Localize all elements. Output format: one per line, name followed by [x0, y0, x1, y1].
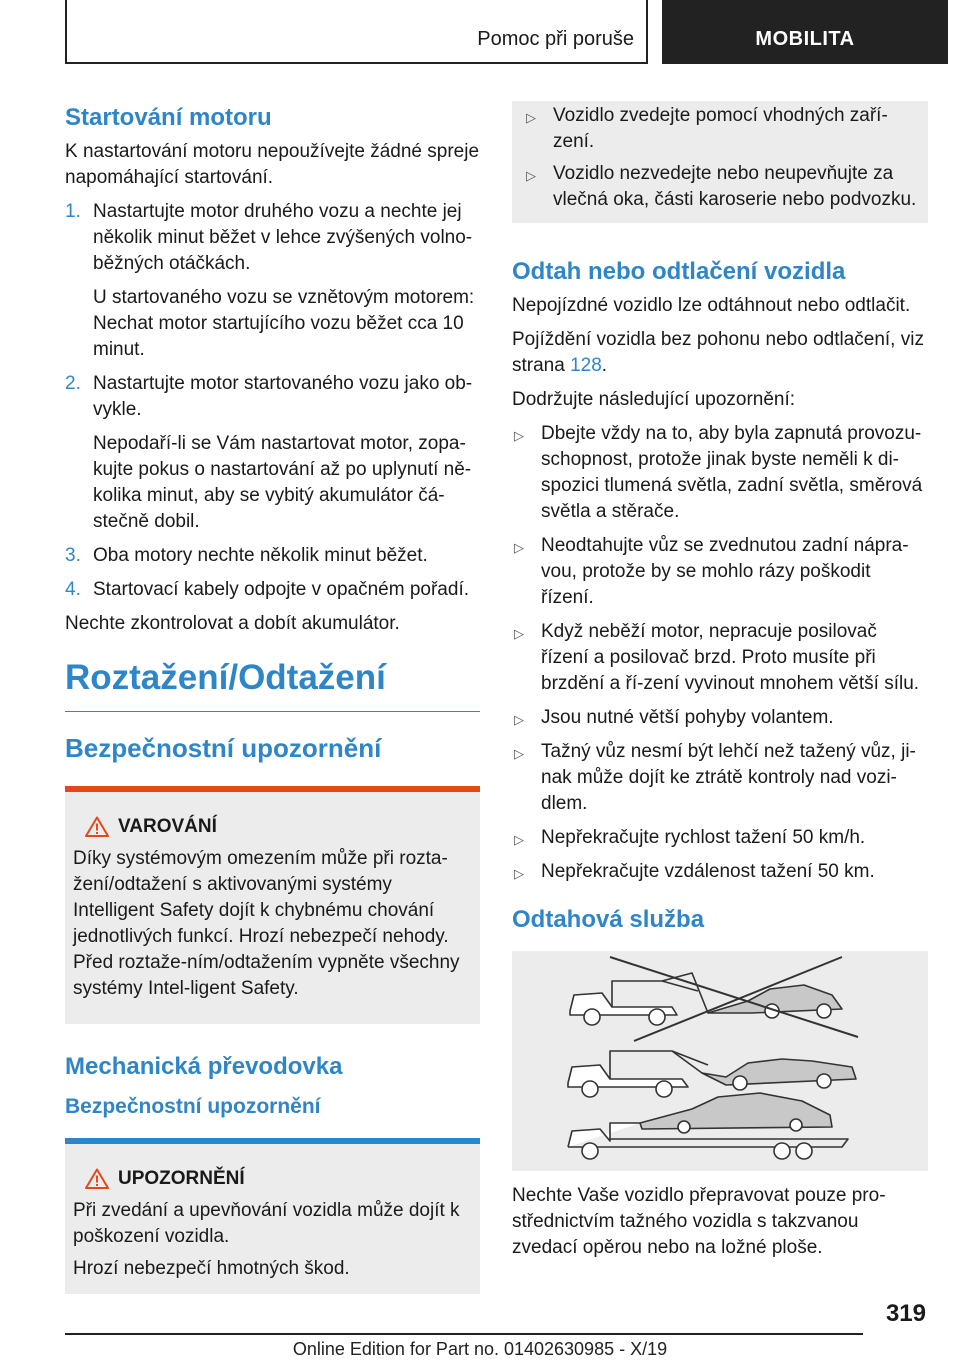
starting-intro: K nastartování motoru nepoužívejte žádné spreje napomáhající startování. — [65, 141, 480, 188]
bullet-item: ▷ Vozidlo nezvedejte nebo neupevňujte za vlečná oka, části karoserie nebo podvozku. — [526, 163, 917, 210]
header-section-title: Pomoc při poruše — [477, 28, 634, 50]
starting-outro: Nechte zkontrolovat a dobít akumulátor. — [65, 613, 400, 634]
caution-box — [65, 1138, 480, 1294]
warning-box — [65, 786, 480, 1024]
step-number: 1. — [65, 201, 81, 222]
tow-paragraph-1: Nepojízdné vozidlo lze odtáhnout nebo odtlačit. — [512, 295, 911, 316]
tow-service-text: Nechte Vaše vozidlo přepravovat pouze pro-střednictvím tažného vozidla s takzvanou zvedací opěrou nebo na ložné ploše. — [512, 1185, 886, 1258]
left-column — [65, 101, 480, 1320]
warning-title-text: VAROVÁNÍ — [118, 816, 217, 837]
bullet-triangle-icon: ▷ — [514, 746, 524, 761]
bullet-item: ▷ Nepřekračujte rychlost tažení 50 km/h. — [512, 825, 928, 851]
heading-tow-off: Odtah nebo odtlačení vozidla — [512, 258, 846, 285]
page-number: 319 — [885, 1300, 926, 1327]
bullet-item: ▷ Dbejte vždy na to, aby byla zapnutá provozu-schopnost, protože jinak byste neměli k di-spozici tlumená světla, zadní světla, směrová světla a stěrače. — [514, 423, 923, 522]
bullet-item: ▷ Vozidlo zvedejte pomocí vhodných zaří-zení. — [526, 105, 888, 152]
bullet-item: ▷ Nepřekračujte vzdálenost tažení 50 km. — [512, 859, 928, 885]
page-header — [65, 0, 948, 64]
step-number: 3. — [65, 545, 81, 566]
step-text: Nastartujte motor druhého vozu a nechte jej několik minut běžet v lehce zvýšených volno-běžných otáčkách. — [93, 201, 473, 274]
step-number: 4. — [65, 579, 81, 600]
step-text: Nastartujte motor startovaného vozu jako ob-vykle. — [93, 373, 473, 420]
heading-tow-service: Odtahová služba — [512, 906, 705, 933]
step-subtext: U startovaného vozu se vznětovým motorem: Nechat motor startujícího vozu běžet cca 10 minut. — [93, 287, 475, 360]
bullet-triangle-icon: ▷ — [514, 626, 524, 641]
warning-title — [73, 814, 472, 840]
step-item — [65, 199, 480, 363]
step-number: 2. — [65, 373, 81, 394]
step-item — [65, 577, 480, 603]
page-reference-link[interactable]: 128 — [570, 355, 602, 376]
bullet-triangle-icon: ▷ — [526, 168, 536, 183]
bullet-item: ▷ Když neběží motor, nepracuje posilovač řízení a posilovač brzd. Proto musíte při brzdění a ří-zení vyvinout mnohem větší sílu. — [514, 621, 920, 694]
bullet-item: ▷ Neodtahujte vůz se zvednutou zadní nápra-vou, protože by se mohlo rázy poškodit řízení. — [514, 535, 909, 608]
heading-manual-gearbox: Mechanická převodovka — [65, 1053, 343, 1080]
step-item — [65, 371, 480, 535]
lift-bullet-box — [512, 101, 928, 223]
bullet-triangle-icon: ▷ — [514, 712, 524, 727]
bullet-triangle-icon: ▷ — [514, 540, 524, 555]
footer-rule — [65, 1333, 863, 1335]
caution-text-2: Hrozí nebezpečí hmotných škod. — [73, 1258, 350, 1279]
bullet-triangle-icon: ▷ — [514, 428, 524, 443]
heading-towing: Roztažení/Odtažení — [65, 655, 480, 712]
bullet-triangle-icon: ▷ — [514, 832, 524, 847]
header-chapter-tab: MOBILITA — [662, 0, 948, 64]
right-column — [512, 101, 928, 1269]
caution-text-1: Při zvedání a upevňování vozidla může dojít k poškození vozidla. — [73, 1200, 460, 1247]
edition-footer: Online Edition for Part no. 01402630985 - X/19 — [292, 1339, 668, 1359]
step-item — [65, 543, 480, 569]
step-text: Oba motory nechte několik minut běžet. — [93, 545, 428, 566]
bullet-item: ▷ Jsou nutné větší pohyby volantem. — [512, 705, 928, 731]
bullet-item: ▷ Tažný vůz nesmí být lehčí než tažený vůz, ji-nak může dojít ke ztrátě kontroly nad vozi-dlem. — [514, 741, 916, 814]
heading-starting: Startování motoru — [65, 104, 272, 131]
heading-safety-notes: Bezpečnostní upozornění — [65, 733, 382, 763]
bullet-triangle-icon: ▷ — [526, 110, 536, 125]
warning-triangle-icon — [85, 816, 109, 837]
step-text: Startovací kabely odpojte v opačném pořadí. — [93, 579, 470, 600]
step-subtext: Nepodaří-li se Vám nastartovat motor, zopa-kujte pokus o nastartování až po uplynutí ně-kolika minut, aby se vybitý akumulátor čá-stečně dobil. — [93, 433, 472, 532]
warning-text: Díky systémovým omezením může při rozta-žení/odtažení s aktivovanými systémy Intelligent Safety dojít k chybnému chování jednotlivých funkcí. Hrozí nebezpečí nehody. Před roztaže-ním/odtažením vypněte všechny systémy Intel-ligent Safety. — [73, 848, 460, 999]
heading-manual-safety: Bezpečnostní upozornění — [65, 1095, 321, 1118]
caution-title — [73, 1166, 472, 1192]
caution-triangle-icon — [85, 1168, 109, 1189]
tow-trucks-drawing — [512, 951, 928, 1171]
tow-paragraph-3: Dodržujte následující upozornění: — [512, 389, 796, 410]
tow-paragraph-2: Pojíždění vozidla bez pohonu nebo odtlačení, viz strana 128. — [512, 329, 924, 376]
caution-title-text: UPOZORNĚNÍ — [118, 1168, 245, 1189]
towing-illustration — [512, 951, 928, 1171]
bullet-triangle-icon: ▷ — [514, 866, 524, 881]
